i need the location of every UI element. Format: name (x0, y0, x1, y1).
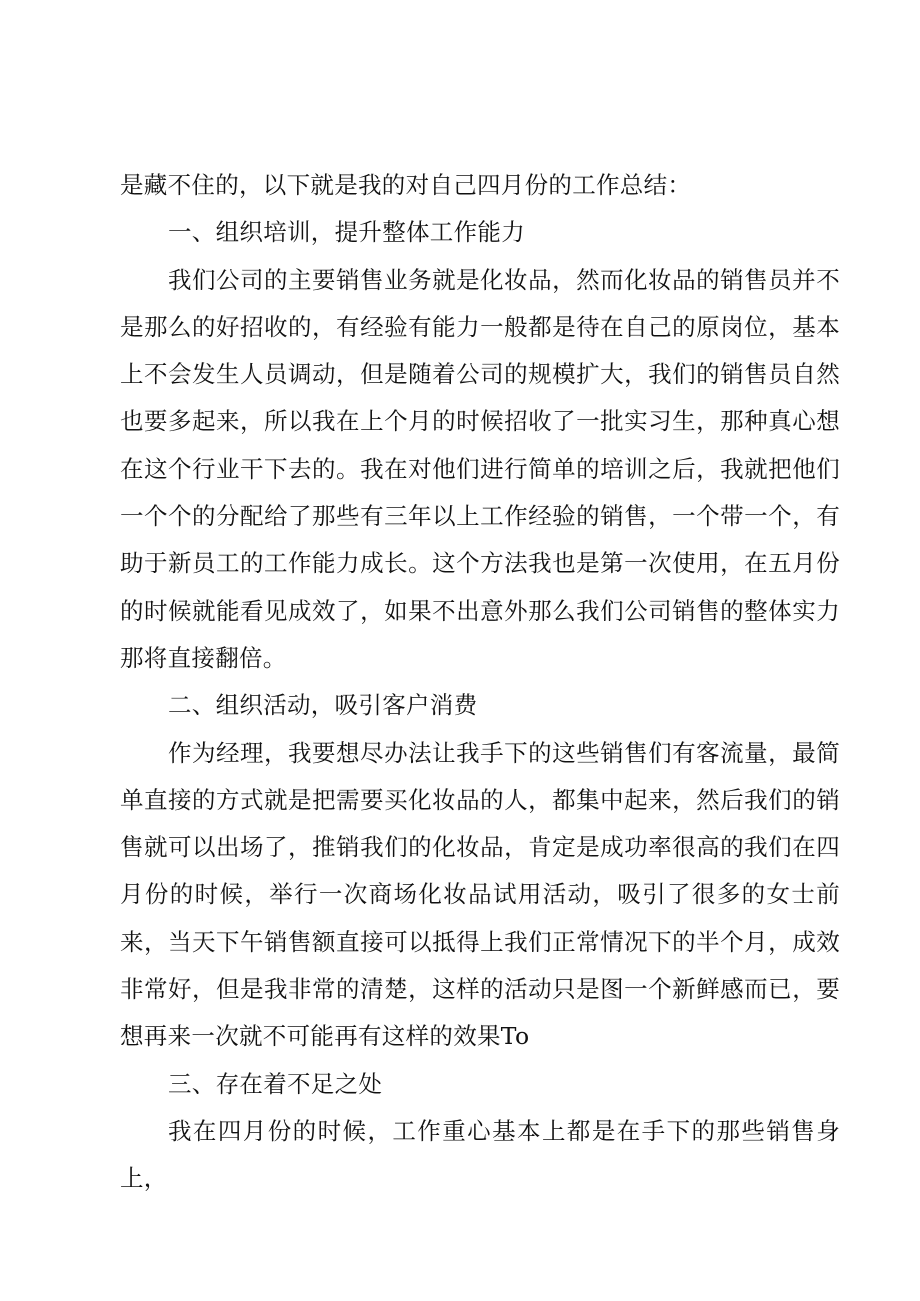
intro-paragraph: 是藏不住的，以下就是我的对自己四月份的工作总结： (120, 171, 692, 199)
body-paragraph-activities: 作为经理，我要想尽办法让我手下的这些销售们有客流量，最简单直接的方式就是把需要买化妆品的人，都集中起来，然后我们的销售就可以出场了，推销我们的化妆品，肯定是成功率很高的我们在四月份的时候，举行一次商场化妆品试用活动，吸引了很多的女士前来，当天下午销售额直接可以抵得上我们正常情况下的半个月，成效非常好，但是我非常的清楚，这样的活动只是图一个新鲜感而已，要想再来一次就不可能再有这样的效果To (120, 738, 840, 1051)
document-body (120, 162, 840, 1203)
body-paragraph-shortcomings: 我在四月份的时候，工作重心基本上都是在手下的那些销售身上， (120, 1116, 840, 1193)
section-heading-activities: 二、组织活动，吸引客户消费 (168, 691, 478, 720)
section-heading-shortcomings: 三、存在着不足之处 (168, 1069, 383, 1098)
body-paragraph-training: 我们公司的主要销售业务就是化妆品，然而化妆品的销售员并不是那么的好招收的，有经验有能力一般都是待在自己的原岗位，基本上不会发生人员调动，但是随着公司的规模扩大，我们的销售员自然也要多起来，所以我在上个月的时候招收了一批实习生，那种真心想在这个行业干下去的。我在对他们进行简单的培训之后，我就把他们一个个的分配给了那些有三年以上工作经验的销售，一个带一个，有助于新员工的工作能力成长。这个方法我也是第一次使用，在五月份的时候就能看见成效了，如果不出意外那么我们公司销售的整体实力那将直接翻倍。 (120, 265, 840, 672)
section-heading-training: 一、组织培训，提升整体工作能力 (168, 218, 525, 247)
